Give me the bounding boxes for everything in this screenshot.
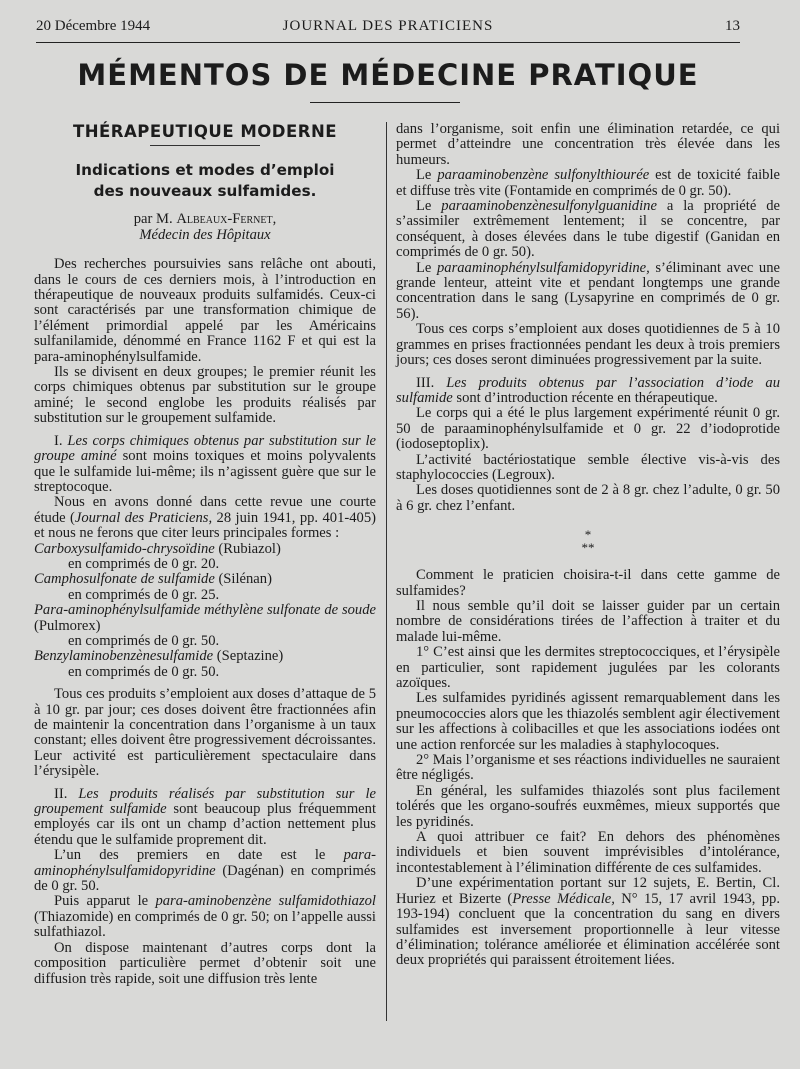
compound-dosage: en comprimés de 0 gr. 50.	[68, 663, 220, 680]
title-rule	[310, 102, 460, 103]
asterism-top: *	[584, 527, 592, 543]
compound-name: Benzylaminobenzènesulfamide	[34, 648, 214, 665]
page-number: 13	[725, 18, 740, 34]
paragraph-text: sont d’introduction récente en thérapeutique.	[452, 389, 718, 406]
paragraph	[396, 199, 780, 261]
paragraph: A quoi attribuer ce fait? En dehors des phénomènes individuels et bien souvent imprévisibles d’intolérance, incontestablement à l’élimination différente de ces sulfamides.	[396, 829, 780, 876]
compound-entry	[34, 572, 376, 603]
paragraph-text: sont beaucoup plus fréquemment employés car ils ont un champ d’action nettement plus étendu que le sulfamide proprement dit.	[34, 801, 377, 848]
paragraph-section-3	[396, 376, 780, 407]
section-heading: Les corps chimiques obtenus par substitution sur le groupe aminé	[34, 432, 376, 465]
paragraph: Comment le praticien choisira-t-il dans cette gamme de sulfamides?	[396, 567, 780, 599]
paragraph-text: (Thiazomide) en comprimés de 0 gr. 50; on l’appelle aussi sulfathiazol.	[34, 908, 376, 941]
compound-name: paraaminophénylsulfamidopyridine,	[436, 259, 650, 276]
paragraph-text: Le	[416, 198, 442, 215]
paragraph-text: Le	[416, 167, 438, 184]
paragraph: 2° Mais l’organisme et ses réactions individuelles ne sauraient être négligés.	[396, 752, 780, 784]
paragraph-text: 28 juin 1941, pp. 401-405) et nous ne ferons que citer leurs principales formes :	[34, 509, 376, 542]
paragraph: Des recherches poursuivies sans relâche ont abouti, dans le cours de ces derniers mois, à l’introduction en thérapeutique de nouveaux produits sulfamidés. Ceux-ci sont caractérisés par une transformation chimique de l’élément primordial appelé par les Américains sulfanilamide, dénommé en France 1162 F et qui est la para-aminophénylsulfamide.	[34, 256, 376, 365]
paragraph	[396, 168, 780, 199]
section-separator-asterism	[396, 528, 780, 554]
paragraph: Ils se divisent en deux groupes; le premier réunit les corps chimiques obtenus par substitution sur le groupe aminé; le second englobe les produits réalisés par substitution sur le groupement sulfamide.	[34, 364, 376, 427]
compound-name: Carboxysulfamido-chrysoïdine	[34, 540, 215, 557]
article-title	[34, 160, 376, 202]
compound-brand: (Pulmorex)	[34, 617, 101, 634]
article-title-line-2: des nouveaux sulfamides.	[93, 182, 317, 201]
paragraph: Il nous semble qu’il doit se laisser guider par un certain nombre de considérations tirées de l’affection à traiter et du malade lui-même.	[396, 597, 780, 645]
header-date: 20 Décembre 1944	[36, 18, 151, 34]
paragraph-text: s’éliminant avec une grande lenteur, atteint vite et pendant longtemps une grande concentration dans le sang (Lysapyrine en comprimés de 0 gr. 56).	[396, 259, 781, 322]
section-number: II.	[54, 785, 79, 802]
paragraph: Le corps qui a été le plus largement expérimenté réunit 0 gr. 50 de paraaminophénylsulfamide et 0 gr. 22 d’iodoprotide (iodoseptoplix).	[396, 405, 780, 453]
paragraph-continued: dans l’organisme, soit enfin une élimination retardée, ce qui permet d’atteindre une concentration très élevée dans les humeurs.	[396, 121, 780, 168]
compound-entry	[34, 649, 376, 680]
compound-dosage: en comprimés de 0 gr. 50.	[68, 632, 220, 649]
paragraph-text: Le	[416, 259, 437, 276]
section-heading: Les produits réalisés par substitution sur le groupement sulfamide	[34, 785, 376, 818]
section-title: THÉRAPEUTIQUE MODERNE	[72, 122, 338, 141]
section-heading: Les produits obtenus par l’association d’iode au sulfamide	[396, 374, 780, 406]
paragraph-text: N° 15, 17 avril 1943, pp. 193-194) concluent que la concentration du sang en divers sulfamides est inversement proportionnelle à leur vitesse d’élimination; tolérance améliorée et élimination accélérée sont deux propriétés qui paraissent étroitement liées.	[396, 890, 780, 969]
compound-name: para-aminobenzène sulfamidothiazol	[155, 893, 376, 910]
byline-prefix: par M.	[133, 211, 177, 228]
paragraph	[396, 876, 780, 968]
header-journal-title: JOURNAL DES PRATICIENS	[282, 18, 494, 34]
compound-entry	[34, 542, 376, 573]
compound-name: Camphosulfonate de sulfamide	[34, 571, 215, 588]
compound-entry	[34, 603, 376, 649]
paragraph-text: (Dagénan) en comprimés de 0 gr. 50.	[34, 862, 376, 895]
asterism-bottom: **	[581, 540, 595, 556]
paragraph-text: Nous en avons donné dans cette revue une courte étude (	[34, 494, 376, 526]
section-number: I.	[54, 432, 68, 449]
paragraph: En général, les sulfamides thiazolés sont plus facilement tolérés que les organo-soufrés euxmêmes, mieux supportés que les pyridinés.	[396, 782, 780, 830]
paragraph	[396, 261, 780, 323]
compound-brand: (Silénan)	[214, 571, 272, 588]
compound-name: para-aminophénylsulfamidopyridine	[34, 847, 376, 879]
citation-title: Presse Médicale,	[512, 890, 615, 907]
paragraph-section-1	[34, 434, 376, 496]
right-column	[396, 122, 780, 969]
column-divider	[386, 122, 387, 1021]
running-header	[36, 16, 740, 40]
author-name: Albeaux-Fernet,	[176, 211, 277, 228]
compound-name: paraaminobenzènesulfonylguanidine	[441, 198, 657, 215]
paragraph-text: est de toxicité faible et diffuse très vite (Fontamide en comprimés de 0 gr. 50).	[396, 167, 780, 199]
paragraph-text: Puis apparut le	[54, 893, 156, 910]
paragraph-text: a la propriété de s’assimiler extrêmement lentement; il se concentre, par conséquent, à doses élevées dans le tube digestif (Ganidan en comprimés de 0 gr. 50).	[396, 198, 780, 261]
compound-brand: (Rubiazol)	[214, 540, 281, 557]
citation-title: Journal des Praticiens,	[74, 509, 213, 526]
left-column	[34, 122, 376, 987]
section-rule	[150, 145, 260, 146]
article-title-line-1: Indications et modes d’emploi	[75, 161, 335, 180]
author-affiliation: Médecin des Hôpitaux	[139, 226, 271, 243]
paragraph: L’activité bactériostatique semble élective vis-à-vis des staphylococcies (Legroux).	[396, 451, 780, 483]
compound-name: Para-aminophénylsulfamide méthylène sulfonate de soude	[34, 602, 376, 619]
paragraph-text: L’un des premiers en date est le	[54, 847, 344, 864]
paragraph: Les sulfamides pyridinés agissent remarquablement dans les pneumococcies alors que les thiazolés semblent agir électivement sur les affections à colibacilles et que les associations iodées ont une action renforcée sur les maladies à staphylocoques.	[396, 690, 780, 753]
paragraph: Tous ces corps s’emploient aux doses quotidiennes de 5 à 10 grammes en prises fractionnées pendant les deux à trois premiers jours; ces doses seront diminuées progressivement par la suite.	[396, 321, 780, 369]
paragraph: Les doses quotidiennes sont de 2 à 8 gr. chez l’adulte, 0 gr. 50 à 6 gr. chez l’enfant.	[396, 482, 780, 514]
paragraph	[34, 495, 376, 541]
compound-brand: (Septazine)	[213, 648, 284, 665]
compound-dosage: en comprimés de 0 gr. 20.	[68, 555, 220, 572]
paragraph-section-2	[34, 787, 376, 849]
paragraph: Tous ces produits s’emploient aux doses d’attaque de 5 à 10 gr. par jour; ces doses doivent être fractionnées afin de maintenir la concentration dans l’organisme à un taux constant; elles doivent être progressivement décroissantes. Leur activité est particulièrement spectaculaire dans l’érysipèle.	[34, 686, 376, 780]
compound-name: paraaminobenzène sulfonylthiourée	[437, 167, 650, 184]
paragraph: On dispose maintenant d’autres corps dont la composition particulière permet d’obtenir soit une diffusion très rapide, soit une diffusion très lente	[34, 939, 376, 987]
paragraph	[34, 848, 376, 894]
header-rule	[36, 42, 740, 43]
paragraph: 1° C’est ainsi que les dermites streptococciques, et l’érysipèle en particulier, sont rapidement jugulées par les colorants azoïques.	[396, 644, 780, 691]
paragraph	[34, 894, 376, 940]
compound-dosage: en comprimés de 0 gr. 25.	[68, 586, 220, 603]
section-number: III.	[416, 374, 447, 391]
paragraph-text: sont moins toxiques et moins polyvalents que le sulfamide lui-même; ils n’agissent guère que sur le streptocoque.	[34, 448, 376, 495]
main-title: MÉMENTOS DE MÉDECINE PRATIQUE	[77, 58, 699, 92]
byline	[34, 212, 376, 227]
paragraph-text: D’une expérimentation portant sur 12 sujets, E. Bertin, Cl. Huriez et Bizerte (	[396, 875, 780, 907]
